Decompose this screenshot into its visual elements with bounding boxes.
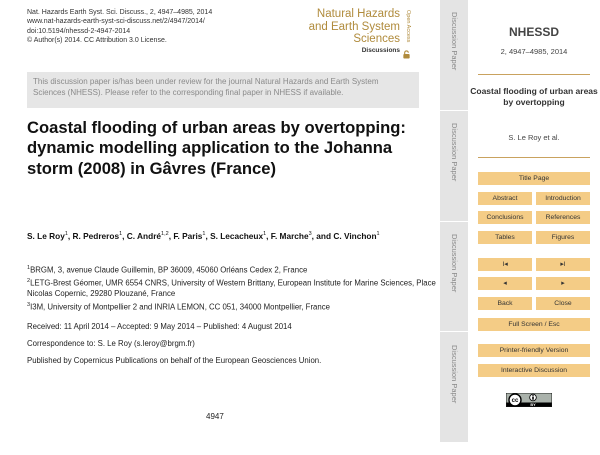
svg-text:BY: BY: [530, 403, 536, 407]
first-page-button[interactable]: I◂: [478, 258, 532, 271]
affiliation-number: 1: [27, 265, 31, 271]
journal-name-3: Sciences: [353, 33, 400, 45]
author-name: C. Vinchon: [333, 230, 377, 241]
last-page-button[interactable]: ▸I: [536, 258, 590, 271]
svg-text:cc: cc: [511, 398, 519, 405]
tables-button[interactable]: Tables: [478, 231, 532, 244]
affiliation-number: 3: [27, 301, 31, 308]
close-button[interactable]: Close: [536, 297, 590, 310]
printer-friendly-button[interactable]: Printer-friendly Version: [478, 344, 590, 357]
interactive-discussion-button[interactable]: Interactive Discussion: [478, 364, 590, 377]
next-button[interactable]: ▸: [536, 277, 590, 290]
sidebar-volume: 2, 4947–4985, 2014: [500, 47, 568, 56]
author-affiliation-mark: 3: [308, 231, 312, 237]
previous-button[interactable]: ◂: [478, 277, 532, 290]
journal-name-1: Natural Hazards: [316, 8, 400, 20]
affiliation: [27, 276, 437, 300]
author-affiliation-mark: 1: [64, 231, 68, 237]
journal-discussions: Discussions: [361, 46, 400, 54]
title-page-button[interactable]: Title Page: [478, 172, 590, 185]
affiliation: [27, 300, 437, 313]
discussion-paper-label: Discussion Paper: [450, 234, 459, 293]
references-button[interactable]: References: [536, 211, 590, 224]
abstract-button[interactable]: Abstract: [478, 192, 532, 205]
author-affiliation-mark: 1,2: [161, 231, 169, 237]
journal-meta: [27, 8, 212, 46]
meta-url: www.nat-hazards-earth-syst-sci-discuss.net/2/4947/2014/: [27, 18, 205, 26]
open-access-lock-icon: [402, 50, 411, 59]
back-button[interactable]: Back: [478, 297, 532, 310]
sidebar-divider: [478, 74, 590, 75]
review-notice: This discussion paper is/has been under review for the journal Natural Hazards and Earth System Sciences (NHESS). Please refer to the corresponding final paper in NHESS if available.: [27, 72, 419, 108]
correspondence-line: Correspondence to: S. Le Roy (s.leroy@brgm.fr): [27, 339, 195, 348]
author-name: R. Pedreros: [72, 230, 120, 241]
discussion-paper-label: Discussion Paper: [450, 12, 459, 71]
sidebar-divider: [478, 157, 590, 158]
affiliation: [27, 263, 437, 276]
affiliations: [27, 263, 437, 313]
author-affiliation-mark: 1: [263, 231, 267, 237]
author-name: S. Le Roy: [27, 230, 65, 241]
meta-citation: Nat. Hazards Earth Syst. Sci. Discuss., 2, 4947–4985, 2014: [27, 9, 213, 16]
journal-name-2: and Earth System: [308, 20, 400, 33]
meta-license: © Author(s) 2014. CC Attribution 3.0 License.: [27, 37, 167, 45]
page-number: 4947: [206, 412, 224, 421]
affiliation-text: LETG-Brest Géomer, UMR 6554 CNRS, University of Western Brittany, European Institute for Marine Sciences, Place Nicolas Copernic, 29280 Plouzané, France: [27, 278, 436, 299]
open-access-label: Open Access: [405, 10, 411, 43]
author-name: F. Marche: [270, 230, 309, 241]
discussion-paper-label: Discussion Paper: [450, 123, 459, 182]
author-affiliation-mark: 1: [119, 231, 123, 237]
cc-by-license-icon: [506, 393, 552, 407]
figures-button[interactable]: Figures: [536, 231, 590, 244]
author-list: S. Le Roy$^1$, R. Pedreros$^1$, C. André$^{1,2}$, F. Paris$^1$, S. Lecacheux$^1$, F. Marche$^3$, and C. Vinchon$^1$: [27, 230, 380, 241]
discussion-paper-label: Discussion Paper: [450, 345, 459, 404]
journal-logo: [300, 8, 400, 55]
dates-line: Received: 11 April 2014 – Accepted: 9 May 2014 – Published: 4 August 2014: [27, 322, 292, 331]
meta-doi: doi:10.5194/nhessd-2-4947-2014: [27, 27, 131, 35]
sidebar-short-title: Coastal flooding of urban areas by overtopping: [470, 86, 598, 107]
author-affiliation-mark: 1: [202, 231, 206, 237]
author-name: S. Lecacheux: [210, 230, 264, 241]
author-name: C. André: [126, 230, 162, 241]
author-name: F. Paris: [173, 230, 203, 241]
affiliation-text: BRGM, 3, avenue Claude Guillemin, BP 36009, 45060 Orléans Cedex 2, France: [30, 265, 308, 275]
conclusions-button[interactable]: Conclusions: [478, 211, 532, 224]
full-screen-button[interactable]: Full Screen / Esc: [478, 318, 590, 331]
affiliation-number: 2: [27, 278, 31, 285]
author-affiliation-mark: 1: [376, 231, 380, 237]
paper-title: Coastal flooding of urban areas by overtopping: dynamic modelling application to the Johanna storm (2008) in Gâvres (France): [27, 118, 406, 178]
sidebar-journal: NHESSD: [508, 25, 559, 39]
sidebar-author: S. Le Roy et al.: [508, 133, 560, 142]
introduction-button[interactable]: Introduction: [536, 192, 590, 205]
affiliation-text: I3M, University of Montpellier 2 and INRIA LEMON, CC 051, 34000 Montpellier, France: [30, 302, 330, 312]
publisher-line: Published by Copernicus Publications on behalf of the European Geosciences Union.: [27, 356, 322, 365]
